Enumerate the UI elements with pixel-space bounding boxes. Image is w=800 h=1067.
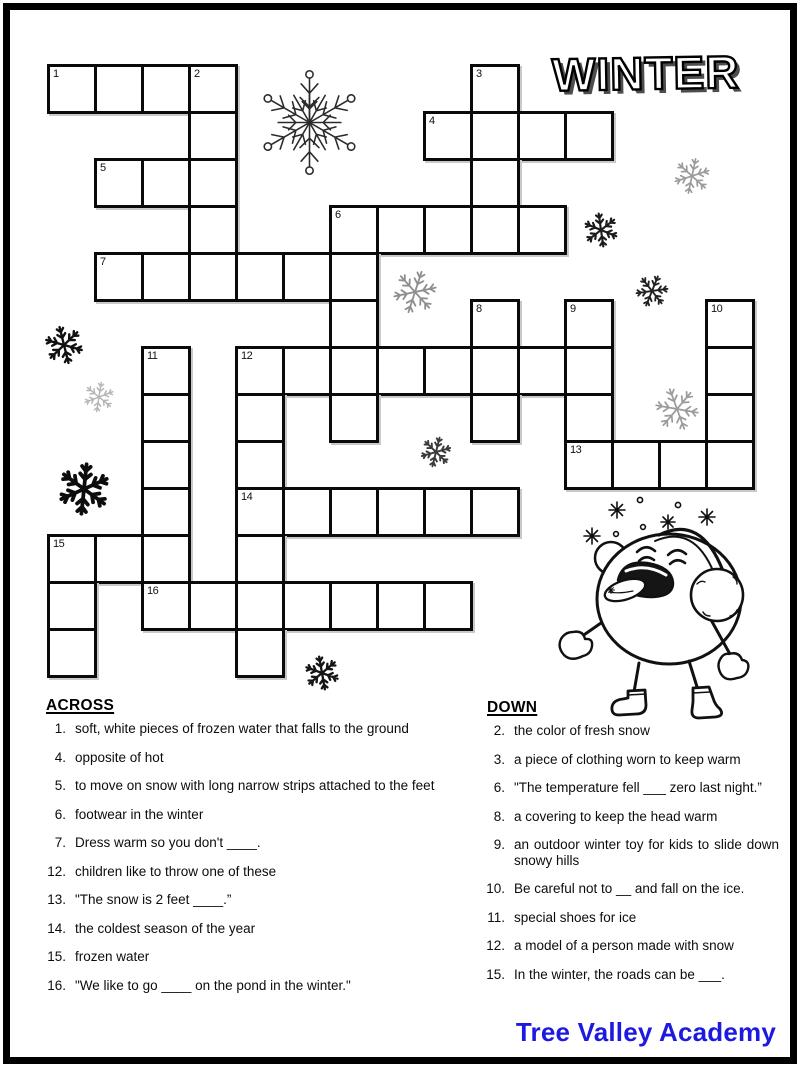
grid-cell[interactable]: [423, 205, 473, 255]
clue-text: "We like to go ____ on the pond in the winter.": [75, 977, 351, 993]
grid-cell[interactable]: [376, 205, 426, 255]
grid-cell[interactable]: [329, 346, 379, 396]
grid-cell[interactable]: [423, 581, 473, 631]
cell-number: 1: [53, 68, 59, 80]
grid-cell[interactable]: [705, 440, 755, 490]
clue-item: [40, 807, 455, 823]
grid-cell[interactable]: [564, 111, 614, 161]
grid-cell[interactable]: [564, 440, 614, 490]
clue-text: the color of fresh snow: [514, 723, 650, 738]
cell-number: 16: [147, 585, 159, 597]
grid-cell[interactable]: [235, 440, 285, 490]
grid-cell[interactable]: [188, 205, 238, 255]
clue-number: 7.: [54, 835, 66, 851]
grid-cell[interactable]: [470, 299, 520, 349]
grid-cell[interactable]: [423, 111, 473, 161]
grid-cell[interactable]: [94, 158, 144, 208]
grid-cell[interactable]: [141, 440, 191, 490]
down-heading: DOWN: [487, 699, 538, 716]
grid-cell[interactable]: [329, 299, 379, 349]
clue-number: 10.: [486, 881, 505, 897]
clue-item: [479, 809, 779, 825]
grid-cell[interactable]: [470, 487, 520, 537]
clue-item: [479, 967, 779, 983]
grid-cell[interactable]: [470, 205, 520, 255]
cell-number: 12: [241, 350, 253, 362]
grid-cell[interactable]: [141, 346, 191, 396]
cell-number: 11: [147, 350, 158, 362]
grid-cell[interactable]: [470, 64, 520, 114]
cell-number: 8: [476, 303, 482, 315]
grid-cell[interactable]: [376, 487, 426, 537]
clue-number: 9.: [493, 837, 505, 853]
clue-number: 12.: [486, 938, 505, 954]
clue-item: [479, 723, 779, 739]
clue-text: soft, white pieces of frozen water that falls to the ground: [75, 721, 409, 736]
grid-cell[interactable]: [188, 581, 238, 631]
clue-text: a covering to keep the head warm: [514, 808, 718, 824]
page-title: WINTER: [551, 45, 740, 101]
grid-cell[interactable]: [423, 346, 473, 396]
clue-text: Be careful not to __ and fall on the ice.: [514, 881, 745, 897]
grid-cell[interactable]: [141, 158, 191, 208]
grid-cell[interactable]: [188, 64, 238, 114]
down-clue-list: [479, 723, 779, 995]
clue-number: 15.: [47, 949, 66, 965]
cell-number: 4: [429, 115, 435, 127]
grid-cell[interactable]: [47, 581, 97, 631]
clue-text: footwear in the winter: [75, 806, 204, 822]
grid-cell[interactable]: [235, 487, 285, 537]
grid-cell[interactable]: [423, 487, 473, 537]
grid-cell[interactable]: [94, 534, 144, 584]
clue-number: 3.: [493, 751, 505, 767]
grid-cell[interactable]: [329, 581, 379, 631]
cell-number: 2: [194, 68, 200, 80]
clue-number: 8.: [493, 808, 505, 824]
clue-number: 5.: [54, 778, 66, 794]
cell-number: 13: [570, 444, 582, 456]
across-heading: ACROSS: [46, 697, 115, 714]
clue-text: special shoes for ice: [514, 909, 637, 925]
clue-number: 16.: [47, 977, 66, 993]
grid-cell[interactable]: [94, 64, 144, 114]
clue-item: [479, 752, 779, 768]
grid-cell[interactable]: [141, 64, 191, 114]
grid-cell[interactable]: [517, 205, 567, 255]
grid-cell[interactable]: [282, 252, 332, 302]
cell-number: 14: [241, 491, 253, 503]
clue-item: [40, 835, 455, 851]
grid-cell[interactable]: [282, 581, 332, 631]
grid-cell[interactable]: [658, 440, 708, 490]
grid-cell[interactable]: [47, 534, 97, 584]
grid-cell[interactable]: [517, 346, 567, 396]
grid-cell[interactable]: [235, 346, 285, 396]
grid-cell[interactable]: [611, 440, 661, 490]
cell-number: 9: [570, 303, 576, 315]
clue-item: [40, 750, 455, 766]
grid-cell[interactable]: [141, 534, 191, 584]
grid-cell[interactable]: [141, 252, 191, 302]
clue-text: to move on snow with long narrow strips attached to the feet: [75, 778, 435, 794]
grid-cell[interactable]: [564, 346, 614, 396]
clue-text: a model of a person made with snow: [514, 938, 734, 954]
clue-item: [40, 978, 455, 994]
grid-cell[interactable]: [470, 393, 520, 443]
clue-number: 14.: [47, 920, 66, 936]
cell-number: 15: [53, 538, 65, 550]
clue-text: frozen water: [75, 949, 150, 965]
clue-number: 6.: [54, 806, 66, 822]
clue-number: 2.: [493, 723, 505, 738]
clue-item: [479, 837, 779, 868]
clue-text: children like to throw one of these: [75, 863, 277, 879]
clue-item: [479, 910, 779, 926]
cell-number: 3: [476, 68, 482, 80]
clue-number: 1.: [54, 721, 66, 736]
clue-text: opposite of hot: [75, 749, 164, 765]
grid-cell[interactable]: [705, 393, 755, 443]
clue-number: 6.: [493, 780, 505, 796]
clue-number: 15.: [486, 966, 505, 982]
clue-text: the coldest season of the year: [75, 920, 256, 936]
grid-cell[interactable]: [470, 346, 520, 396]
clue-text: Dress warm so you don't ____.: [75, 835, 261, 851]
cell-number: 7: [100, 256, 106, 268]
clue-number: 11.: [487, 909, 505, 925]
clue-item: [479, 881, 779, 897]
clue-item: [479, 780, 779, 796]
grid-cell[interactable]: [564, 299, 614, 349]
clue-item: [40, 949, 455, 965]
grid-cell[interactable]: [329, 393, 379, 443]
clue-text: In the winter, the roads can be ___.: [514, 966, 725, 982]
grid-cell[interactable]: [141, 487, 191, 537]
grid-cell[interactable]: [235, 581, 285, 631]
grid-cell[interactable]: [141, 393, 191, 443]
grid-cell[interactable]: [141, 581, 191, 631]
brand-name: Tree Valley Academy: [515, 1017, 776, 1047]
grid-cell[interactable]: [376, 581, 426, 631]
grid-cell[interactable]: [329, 487, 379, 537]
clue-number: 4.: [54, 749, 66, 765]
grid-cell[interactable]: [94, 252, 144, 302]
clue-item: [40, 778, 455, 794]
clue-item: [40, 721, 455, 737]
grid-cell[interactable]: [470, 158, 520, 208]
grid-cell[interactable]: [470, 111, 520, 161]
grid-cell[interactable]: [705, 299, 755, 349]
grid-cell[interactable]: [564, 393, 614, 443]
clue-text: "The snow is 2 feet ____.”: [75, 892, 232, 908]
clue-item: [40, 892, 455, 908]
grid-cell[interactable]: [47, 628, 97, 678]
grid-cell[interactable]: [47, 64, 97, 114]
grid-cell[interactable]: [235, 628, 285, 678]
across-clue-list: [40, 721, 455, 1006]
grid-cell[interactable]: [517, 111, 567, 161]
grid-cell[interactable]: [282, 487, 332, 537]
clue-item: [479, 938, 779, 954]
grid-cell[interactable]: [235, 393, 285, 443]
clue-text: a piece of clothing worn to keep warm: [514, 751, 741, 767]
grid-cell[interactable]: [282, 346, 332, 396]
cell-number: 6: [335, 209, 341, 221]
clue-text: an outdoor winter toy for kids to slide down snowy hills: [514, 837, 779, 868]
grid-cell[interactable]: [329, 252, 379, 302]
grid-cell[interactable]: [188, 158, 238, 208]
grid-cell[interactable]: [235, 252, 285, 302]
clue-text: "The temperature fell ___ zero last night.”: [514, 780, 762, 796]
clue-number: 13.: [47, 892, 66, 908]
grid-cell[interactable]: [329, 205, 379, 255]
clue-item: [40, 921, 455, 937]
grid-cell[interactable]: [376, 346, 426, 396]
grid-cell[interactable]: [235, 534, 285, 584]
clue-number: 12.: [47, 863, 66, 879]
clue-item: [40, 864, 455, 880]
grid-cell[interactable]: [705, 346, 755, 396]
grid-cell[interactable]: [188, 252, 238, 302]
cell-number: 5: [100, 162, 106, 174]
cell-number: 10: [711, 303, 723, 315]
grid-cell[interactable]: [188, 111, 238, 161]
